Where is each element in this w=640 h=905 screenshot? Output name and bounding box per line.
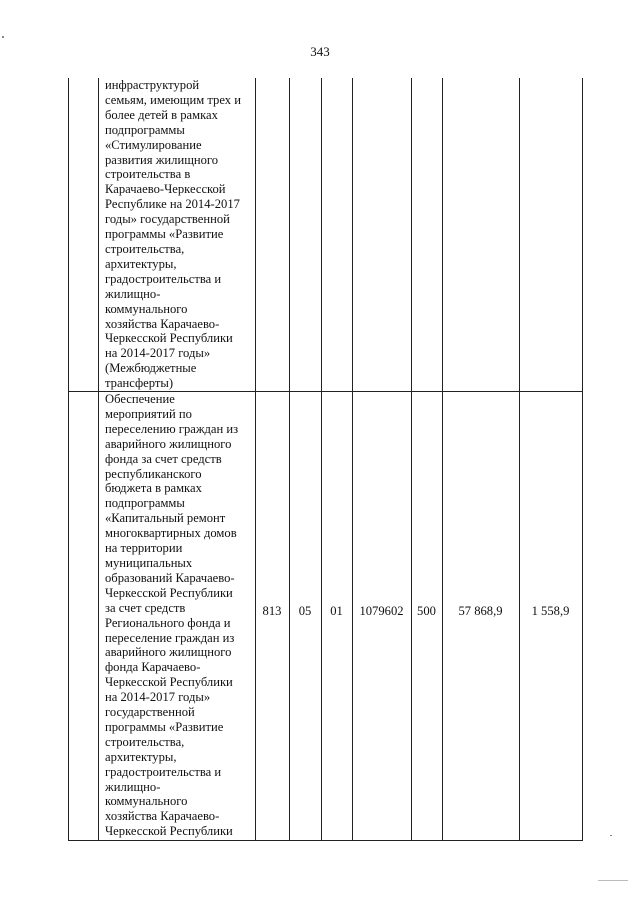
scan-speck — [610, 835, 612, 836]
row-2-target-article: 1079602 — [359, 604, 404, 618]
budget-table — [68, 78, 583, 841]
column-divider — [352, 78, 353, 841]
column-divider — [519, 78, 520, 841]
row-1-description: инфраструктурой семьям, имеющим трех и более детей в рамках подпрограммы «Стимулирование развития жилищного строительства в Карачаево-Черкесской Республике на 2014-2017 годы» государственной программы «Развитие строительства, архитектуры, градостроительства и жилищно- коммунального хозяйства Карачаево- Черкесской Республики на 2014-2017 годы» (Межбюджетные трансферты) — [105, 78, 241, 391]
column-divider — [98, 78, 99, 841]
row-2-amount-1: 57 868,9 — [458, 604, 503, 618]
table-border-left — [68, 78, 69, 841]
row-2-amount-2: 1 558,9 — [531, 604, 570, 618]
table-border-right — [582, 78, 583, 841]
column-divider — [411, 78, 412, 841]
column-divider — [321, 78, 322, 841]
row-2-section: 05 — [298, 604, 312, 618]
row-2-subsection: 01 — [330, 604, 343, 618]
row-2-description: Обеспечение мероприятий по переселению граждан из аварийного жилищного фонда за счет средств республиканского бюджета в рамках подпрограммы «Капитальный ремонт многоквартирных домов на территории муниципальных образований Карачаево- Черкесской Республики за счет средств Регионального фонда и переселение граждан из аварийного жилищного фонда Карачаево- Черкесской Республики на 2014-2017 годы» государственной программы «Развитие строительства, архитектуры, градостроительства и жилищно- коммунального хозяйства Карачаево- Черкесской Республики — [105, 392, 239, 839]
column-divider — [442, 78, 443, 841]
row-2-expense-type: 500 — [417, 604, 436, 618]
row-2-ministry-code: 813 — [262, 604, 282, 618]
scan-speck — [598, 880, 628, 881]
table-border-bottom — [68, 840, 583, 841]
scan-speck — [2, 36, 4, 38]
column-divider — [289, 78, 290, 841]
page-number: 343 — [310, 44, 330, 59]
column-divider — [255, 78, 256, 841]
